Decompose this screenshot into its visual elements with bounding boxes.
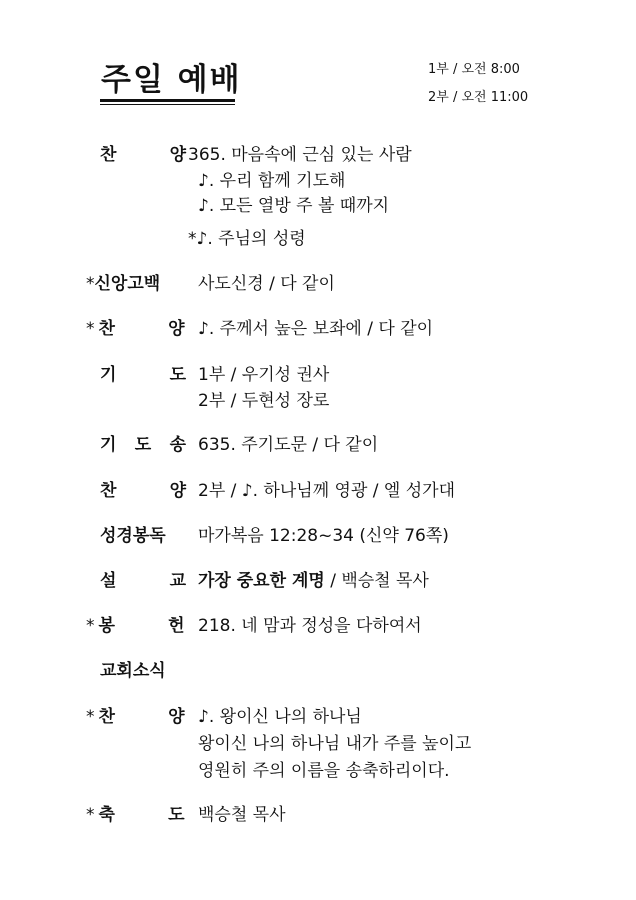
hymn-1-line-3: ♪. 모든 열방 주 볼 때까지 [198,196,390,216]
title-underline-thin [100,104,235,105]
hymn-4-line-2: 왕이신 나의 하나님 내가 주를 높이고 [198,734,472,754]
benediction-text: 백승철 목사 [198,805,286,825]
item-label-hymn-2: * 찬 양 [86,319,185,339]
page-title: 주일 예배 [101,62,242,98]
item-label-hymn-3: 찬 양 [100,481,186,501]
prayer-line-2: 2부 / 두현성 장로 [198,391,330,411]
item-label-hymn-1: 찬 양 [100,145,186,165]
hymn-1-line-1: 365. 마음속에 근심 있는 사람 [188,145,412,165]
hymn-1-line-4: *♪. 주님의 성령 [188,229,306,249]
hymn-4-line-1: ♪. 왕이신 나의 하나님 [198,707,362,727]
item-label-hymn-4: * 찬 양 [86,707,185,727]
service-time-2: 2부 / 오전 11:00 [428,90,529,105]
scripture-text: 마가복음 12:28~34 (신약 76쪽) [198,526,449,546]
hymn-3-text: 2부 / ♪. 하나님께 영광 / 엘 성가대 [198,481,455,501]
hymn-2-text: ♪. 주께서 높은 보좌에 / 다 같이 [198,319,434,339]
service-time-1: 1부 / 오전 8:00 [428,62,520,77]
offering-text: 218. 네 맘과 정성을 다하여서 [198,616,422,636]
hymn-1-line-2: ♪. 우리 함께 기도해 [198,171,346,191]
item-label-creed: *신앙고백 [86,274,161,294]
prayer-song-text: 635. 주기도문 / 다 같이 [198,435,379,455]
item-label-sermon: 설 교 [100,571,186,591]
sermon-text [198,570,429,592]
item-label-church-news: 교회소식 [100,661,166,681]
prayer-line-1: 1부 / 우기성 권사 [198,365,330,385]
item-label-benediction: * 축 도 [86,805,185,825]
hymn-4-line-3: 영원히 주의 이름을 송축하리이다. [198,761,450,781]
item-label-scripture: 성경봉독 [100,526,166,546]
item-label-offering: * 봉 헌 [86,616,185,636]
sermon-preacher: / 백승철 목사 [324,571,429,591]
item-label-prayer: 기 도 [100,365,186,385]
item-label-prayer-song: 기 도 송 [100,435,186,455]
creed-text: 사도신경 / 다 같이 [198,274,335,294]
title-underline [100,99,235,102]
sermon-title: 가장 중요한 계명 [198,571,325,591]
